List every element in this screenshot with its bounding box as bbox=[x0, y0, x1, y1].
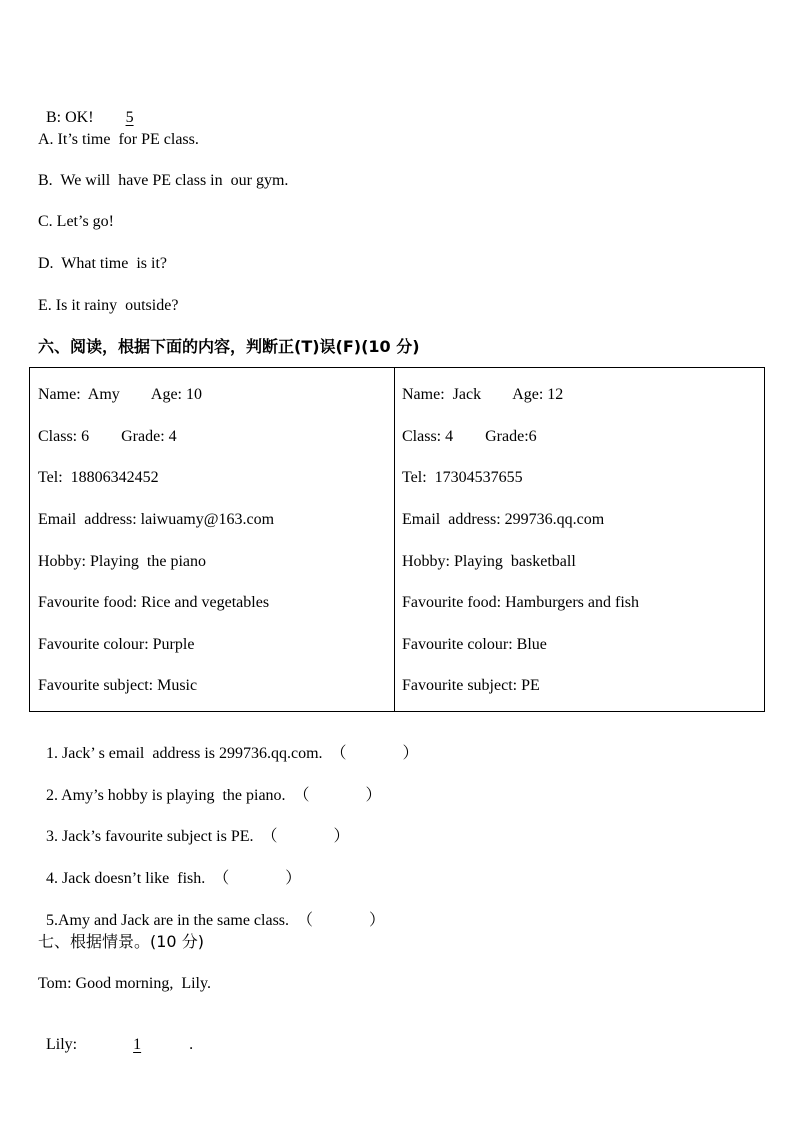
question-5 bbox=[38, 891, 385, 931]
lily-suffix: . bbox=[189, 1036, 194, 1053]
jack-name-age: Name: Jack Age: 12 bbox=[402, 386, 564, 403]
question-3 bbox=[38, 807, 350, 847]
section-6-heading: 六、阅读，根据下面的内容，判断正(T)误(F)(10 分) bbox=[38, 337, 420, 356]
question-text: 4. Jack doesn’t like fish. bbox=[46, 870, 206, 887]
answer-paren[interactable]: （ ） bbox=[261, 828, 350, 845]
jack-colour: Favourite colour: Blue bbox=[402, 636, 547, 653]
section-7-heading: 七、根据情景。(10 分) bbox=[38, 932, 204, 951]
tom-line: Tom: Good morning, Lily. bbox=[38, 975, 211, 992]
jack-hobby: Hobby: Playing basketball bbox=[402, 553, 576, 570]
question-text: 1. Jack’ s email address is 299736.qq.com. bbox=[46, 745, 323, 762]
info-table bbox=[29, 367, 765, 712]
answer-blank-1[interactable]: 1 bbox=[133, 1036, 142, 1053]
question-text: 3. Jack’s favourite subject is PE. bbox=[46, 828, 254, 845]
option-b: B. We will have PE class in our gym. bbox=[38, 172, 289, 189]
option-d: D. What time is it? bbox=[38, 255, 168, 272]
amy-tel: Tel: 18806342452 bbox=[38, 469, 159, 486]
dialogue-b-prefix: B: OK! bbox=[46, 109, 98, 126]
jack-email: Email address: 299736.qq.com bbox=[402, 511, 605, 528]
answer-blank-5[interactable]: 5 bbox=[125, 109, 134, 126]
jack-card bbox=[395, 368, 765, 712]
question-1 bbox=[38, 724, 419, 764]
amy-name-age: Name: Amy Age: 10 bbox=[38, 386, 202, 403]
answer-paren[interactable]: （ ） bbox=[213, 870, 302, 887]
amy-colour: Favourite colour: Purple bbox=[38, 636, 195, 653]
answer-paren[interactable]: （ ） bbox=[293, 787, 382, 804]
lily-prefix: Lily: bbox=[46, 1036, 86, 1053]
jack-subject: Favourite subject: PE bbox=[402, 677, 540, 694]
jack-tel: Tel: 17304537655 bbox=[402, 469, 523, 486]
jack-class-grade: Class: 4 Grade:6 bbox=[402, 428, 537, 445]
answer-paren[interactable]: （ ） bbox=[297, 912, 386, 929]
amy-subject: Favourite subject: Music bbox=[38, 677, 198, 694]
amy-class-grade: Class: 6 Grade: 4 bbox=[38, 428, 177, 445]
option-a: A. It’s time for PE class. bbox=[38, 131, 199, 148]
question-text: 2. Amy’s hobby is playing the piano. bbox=[46, 787, 286, 804]
answer-paren[interactable]: （ ） bbox=[330, 745, 419, 762]
question-2 bbox=[38, 766, 382, 806]
amy-food: Favourite food: Rice and vegetables bbox=[38, 594, 270, 611]
option-c: C. Let’s go! bbox=[38, 213, 114, 230]
jack-food: Favourite food: Hamburgers and fish bbox=[402, 594, 639, 611]
dialogue-b-line bbox=[38, 88, 162, 128]
lily-line bbox=[38, 1015, 193, 1055]
amy-email: Email address: laiwuamy@163.com bbox=[38, 511, 275, 528]
option-e: E. Is it rainy outside? bbox=[38, 297, 179, 314]
amy-card bbox=[30, 368, 395, 712]
question-4 bbox=[38, 849, 301, 889]
question-text: 5.Amy and Jack are in the same class. bbox=[46, 912, 290, 929]
amy-hobby: Hobby: Playing the piano bbox=[38, 553, 206, 570]
